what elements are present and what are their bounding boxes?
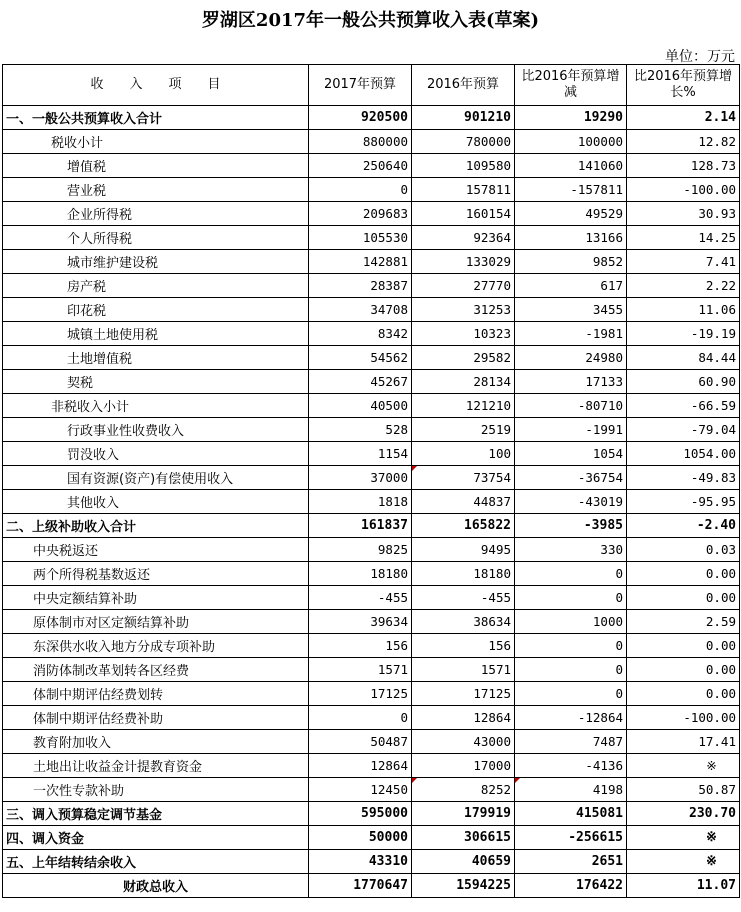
cell-pct: ※ — [627, 754, 740, 778]
cell-v2016: 17125 — [412, 682, 515, 706]
cell-pct: 11.06 — [627, 298, 740, 322]
header-diff: 比2016年预算增减 — [515, 65, 627, 106]
cell-v2016: 27770 — [412, 274, 515, 298]
cell-v2016: 43000 — [412, 730, 515, 754]
cell-v2016: 100 — [412, 442, 515, 466]
cell-pct: 30.93 — [627, 202, 740, 226]
comment-flag-icon — [412, 778, 417, 783]
table-row — [3, 154, 740, 178]
cell-v2017: 1571 — [309, 658, 412, 682]
row-item-name: 个人所得税 — [3, 226, 309, 250]
row-item-name: 非税收入小计 — [3, 394, 309, 418]
table-row — [3, 106, 740, 130]
cell-pct: 12.82 — [627, 130, 740, 154]
row-item-name: 国有资源(资产)有偿使用收入 — [3, 466, 309, 490]
cell-v2016: 28134 — [412, 370, 515, 394]
row-item-name: 房产税 — [3, 274, 309, 298]
row-item-name: 营业税 — [3, 178, 309, 202]
cell-v2017: 12864 — [309, 754, 412, 778]
cell-v2016: 109580 — [412, 154, 515, 178]
table-row — [3, 586, 740, 610]
cell-pct: 128.73 — [627, 154, 740, 178]
cell-v2017: 528 — [309, 418, 412, 442]
cell-v2017: 880000 — [309, 130, 412, 154]
row-item-name: 城镇土地使用税 — [3, 322, 309, 346]
cell-pct: -79.04 — [627, 418, 740, 442]
comment-flag-icon — [412, 466, 417, 471]
row-item-name: 四、调入资金 — [3, 826, 309, 850]
table-row — [3, 610, 740, 634]
cell-diff: 24980 — [515, 346, 627, 370]
cell-v2016: 44837 — [412, 490, 515, 514]
cell-v2017: -455 — [309, 586, 412, 610]
cell-pct: -19.19 — [627, 322, 740, 346]
row-item-name: 教育附加收入 — [3, 730, 309, 754]
table-row — [3, 634, 740, 658]
row-item-name: 土地出让收益金计提教育资金 — [3, 754, 309, 778]
table-title: 罗湖区2017年一般公共预算收入表(草案) — [201, 10, 540, 31]
cell-diff: -80710 — [515, 394, 627, 418]
table-row — [3, 514, 740, 538]
table-row — [3, 682, 740, 706]
row-item-name: 财政总收入 — [3, 874, 309, 898]
cell-v2016: 165822 — [412, 514, 515, 538]
table-row — [3, 874, 740, 898]
cell-diff: -256615 — [515, 826, 627, 850]
row-item-name: 原体制市对区定额结算补助 — [3, 610, 309, 634]
cell-v2017: 43310 — [309, 850, 412, 874]
cell-v2016: 780000 — [412, 130, 515, 154]
cell-diff: 2651 — [515, 850, 627, 874]
cell-pct: 84.44 — [627, 346, 740, 370]
table-row — [3, 754, 740, 778]
cell-diff: 141060 — [515, 154, 627, 178]
cell-v2017: 250640 — [309, 154, 412, 178]
cell-v2016: 10323 — [412, 322, 515, 346]
cell-v2017: 28387 — [309, 274, 412, 298]
table-row — [3, 658, 740, 682]
cell-diff: 1000 — [515, 610, 627, 634]
table-row — [3, 562, 740, 586]
cell-diff: -1991 — [515, 418, 627, 442]
cell-pct: 14.25 — [627, 226, 740, 250]
table-row — [3, 202, 740, 226]
row-item-name: 中央定额结算补助 — [3, 586, 309, 610]
header-2016: 2016年预算 — [412, 65, 515, 106]
row-item-name: 企业所得税 — [3, 202, 309, 226]
table-row — [3, 706, 740, 730]
row-item-name: 城市维护建设税 — [3, 250, 309, 274]
row-item-name: 体制中期评估经费补助 — [3, 706, 309, 730]
table-row — [3, 130, 740, 154]
cell-diff: 0 — [515, 562, 627, 586]
cell-pct: ※ — [627, 850, 740, 874]
unit-label: 单位：万元 — [665, 49, 735, 65]
cell-diff: 176422 — [515, 874, 627, 898]
cell-pct: 1054.00 — [627, 442, 740, 466]
cell-pct: 0.00 — [627, 586, 740, 610]
cell-v2017: 18180 — [309, 562, 412, 586]
cell-pct: ※ — [627, 826, 740, 850]
row-item-name: 一、一般公共预算收入合计 — [3, 106, 309, 130]
row-item-name: 东深供水收入地方分成专项补助 — [3, 634, 309, 658]
row-item-name: 印花税 — [3, 298, 309, 322]
cell-diff: 100000 — [515, 130, 627, 154]
cell-diff: 0 — [515, 586, 627, 610]
header-2017: 2017年预算 — [309, 65, 412, 106]
table-row — [3, 226, 740, 250]
row-item-name: 中央税返还 — [3, 538, 309, 562]
cell-v2016: 38634 — [412, 610, 515, 634]
cell-v2017: 1154 — [309, 442, 412, 466]
cell-v2016: 1571 — [412, 658, 515, 682]
cell-v2016: 31253 — [412, 298, 515, 322]
cell-diff: 7487 — [515, 730, 627, 754]
cell-diff: 0 — [515, 634, 627, 658]
cell-diff: 0 — [515, 658, 627, 682]
cell-v2017: 156 — [309, 634, 412, 658]
cell-v2016: -455 — [412, 586, 515, 610]
cell-v2016: 18180 — [412, 562, 515, 586]
cell-diff: -4136 — [515, 754, 627, 778]
cell-diff: 0 — [515, 682, 627, 706]
cell-pct: -49.83 — [627, 466, 740, 490]
cell-diff: 49529 — [515, 202, 627, 226]
cell-pct: 0.03 — [627, 538, 740, 562]
row-item-name: 其他收入 — [3, 490, 309, 514]
cell-v2017: 40500 — [309, 394, 412, 418]
cell-pct: 230.70 — [627, 802, 740, 826]
cell-pct: 7.41 — [627, 250, 740, 274]
cell-v2017: 45267 — [309, 370, 412, 394]
row-item-name: 契税 — [3, 370, 309, 394]
cell-v2016: 9495 — [412, 538, 515, 562]
cell-diff: 19290 — [515, 106, 627, 130]
table-row — [3, 370, 740, 394]
comment-flag-icon — [515, 778, 520, 783]
cell-v2017: 161837 — [309, 514, 412, 538]
cell-pct: -66.59 — [627, 394, 740, 418]
row-item-name: 土地增值税 — [3, 346, 309, 370]
cell-pct: 50.87 — [627, 778, 740, 802]
cell-v2016: 17000 — [412, 754, 515, 778]
cell-pct: 0.00 — [627, 634, 740, 658]
cell-pct: 0.00 — [627, 682, 740, 706]
table-row — [3, 442, 740, 466]
row-item-name: 增值税 — [3, 154, 309, 178]
table-row — [3, 778, 740, 802]
cell-v2016: 2519 — [412, 418, 515, 442]
cell-v2016: 157811 — [412, 178, 515, 202]
cell-v2016: 12864 — [412, 706, 515, 730]
cell-diff: 1054 — [515, 442, 627, 466]
header-item: 收 入 项 目 — [3, 65, 309, 106]
table-row — [3, 346, 740, 370]
cell-v2017: 12450 — [309, 778, 412, 802]
cell-diff: -1981 — [515, 322, 627, 346]
table-row — [3, 322, 740, 346]
row-item-name: 两个所得税基数返还 — [3, 562, 309, 586]
cell-pct: 60.90 — [627, 370, 740, 394]
cell-v2016: 73754 — [412, 466, 515, 490]
cell-v2017: 34708 — [309, 298, 412, 322]
cell-v2017: 37000 — [309, 466, 412, 490]
cell-v2017: 39634 — [309, 610, 412, 634]
cell-diff: -43019 — [515, 490, 627, 514]
cell-diff: 330 — [515, 538, 627, 562]
cell-v2017: 54562 — [309, 346, 412, 370]
cell-diff: 415081 — [515, 802, 627, 826]
cell-diff: 4198 — [515, 778, 627, 802]
cell-v2016: 306615 — [412, 826, 515, 850]
cell-diff: -36754 — [515, 466, 627, 490]
cell-pct: 2.14 — [627, 106, 740, 130]
cell-v2016: 40659 — [412, 850, 515, 874]
cell-diff: 13166 — [515, 226, 627, 250]
row-item-name: 二、上级补助收入合计 — [3, 514, 309, 538]
cell-pct: -2.40 — [627, 514, 740, 538]
table-row — [3, 274, 740, 298]
row-item-name: 税收小计 — [3, 130, 309, 154]
cell-pct: 17.41 — [627, 730, 740, 754]
cell-v2017: 17125 — [309, 682, 412, 706]
cell-v2017: 142881 — [309, 250, 412, 274]
table-row — [3, 826, 740, 850]
cell-v2017: 0 — [309, 706, 412, 730]
row-item-name: 消防体制改革划转各区经费 — [3, 658, 309, 682]
cell-pct: 0.00 — [627, 658, 740, 682]
table-row — [3, 730, 740, 754]
cell-v2017: 595000 — [309, 802, 412, 826]
row-item-name: 体制中期评估经费划转 — [3, 682, 309, 706]
cell-v2016: 8252 — [412, 778, 515, 802]
cell-v2017: 8342 — [309, 322, 412, 346]
cell-v2017: 50487 — [309, 730, 412, 754]
header-row — [3, 65, 740, 106]
cell-v2016: 133029 — [412, 250, 515, 274]
cell-v2017: 50000 — [309, 826, 412, 850]
cell-diff: 9852 — [515, 250, 627, 274]
cell-v2017: 0 — [309, 178, 412, 202]
cell-v2016: 92364 — [412, 226, 515, 250]
cell-v2016: 29582 — [412, 346, 515, 370]
row-item-name: 五、上年结转结余收入 — [3, 850, 309, 874]
cell-v2016: 1594225 — [412, 874, 515, 898]
cell-v2017: 105530 — [309, 226, 412, 250]
table-row — [3, 394, 740, 418]
cell-pct: -100.00 — [627, 178, 740, 202]
table-row — [3, 178, 740, 202]
row-item-name: 一次性专款补助 — [3, 778, 309, 802]
cell-pct: 2.22 — [627, 274, 740, 298]
cell-diff: -12864 — [515, 706, 627, 730]
table-row — [3, 538, 740, 562]
cell-pct: -100.00 — [627, 706, 740, 730]
table-row — [3, 298, 740, 322]
cell-diff: -157811 — [515, 178, 627, 202]
cell-pct: 11.07 — [627, 874, 740, 898]
cell-diff: 3455 — [515, 298, 627, 322]
header-pct: 比2016年预算增长% — [627, 65, 740, 106]
row-item-name: 罚没收入 — [3, 442, 309, 466]
cell-v2017: 920500 — [309, 106, 412, 130]
cell-v2016: 901210 — [412, 106, 515, 130]
table-row — [3, 850, 740, 874]
table-row — [3, 490, 740, 514]
cell-v2016: 156 — [412, 634, 515, 658]
cell-diff: 617 — [515, 274, 627, 298]
cell-pct: 0.00 — [627, 562, 740, 586]
row-item-name: 三、调入预算稳定调节基金 — [3, 802, 309, 826]
cell-diff: 17133 — [515, 370, 627, 394]
row-item-name: 行政事业性收费收入 — [3, 418, 309, 442]
table-row — [3, 802, 740, 826]
cell-pct: -95.95 — [627, 490, 740, 514]
table-row — [3, 466, 740, 490]
cell-v2016: 179919 — [412, 802, 515, 826]
cell-v2017: 1818 — [309, 490, 412, 514]
cell-v2017: 209683 — [309, 202, 412, 226]
cell-diff: -3985 — [515, 514, 627, 538]
cell-v2017: 1770647 — [309, 874, 412, 898]
cell-v2016: 121210 — [412, 394, 515, 418]
cell-v2017: 9825 — [309, 538, 412, 562]
cell-pct: 2.59 — [627, 610, 740, 634]
cell-v2016: 160154 — [412, 202, 515, 226]
table-row — [3, 418, 740, 442]
budget-table — [2, 64, 740, 898]
table-row — [3, 250, 740, 274]
